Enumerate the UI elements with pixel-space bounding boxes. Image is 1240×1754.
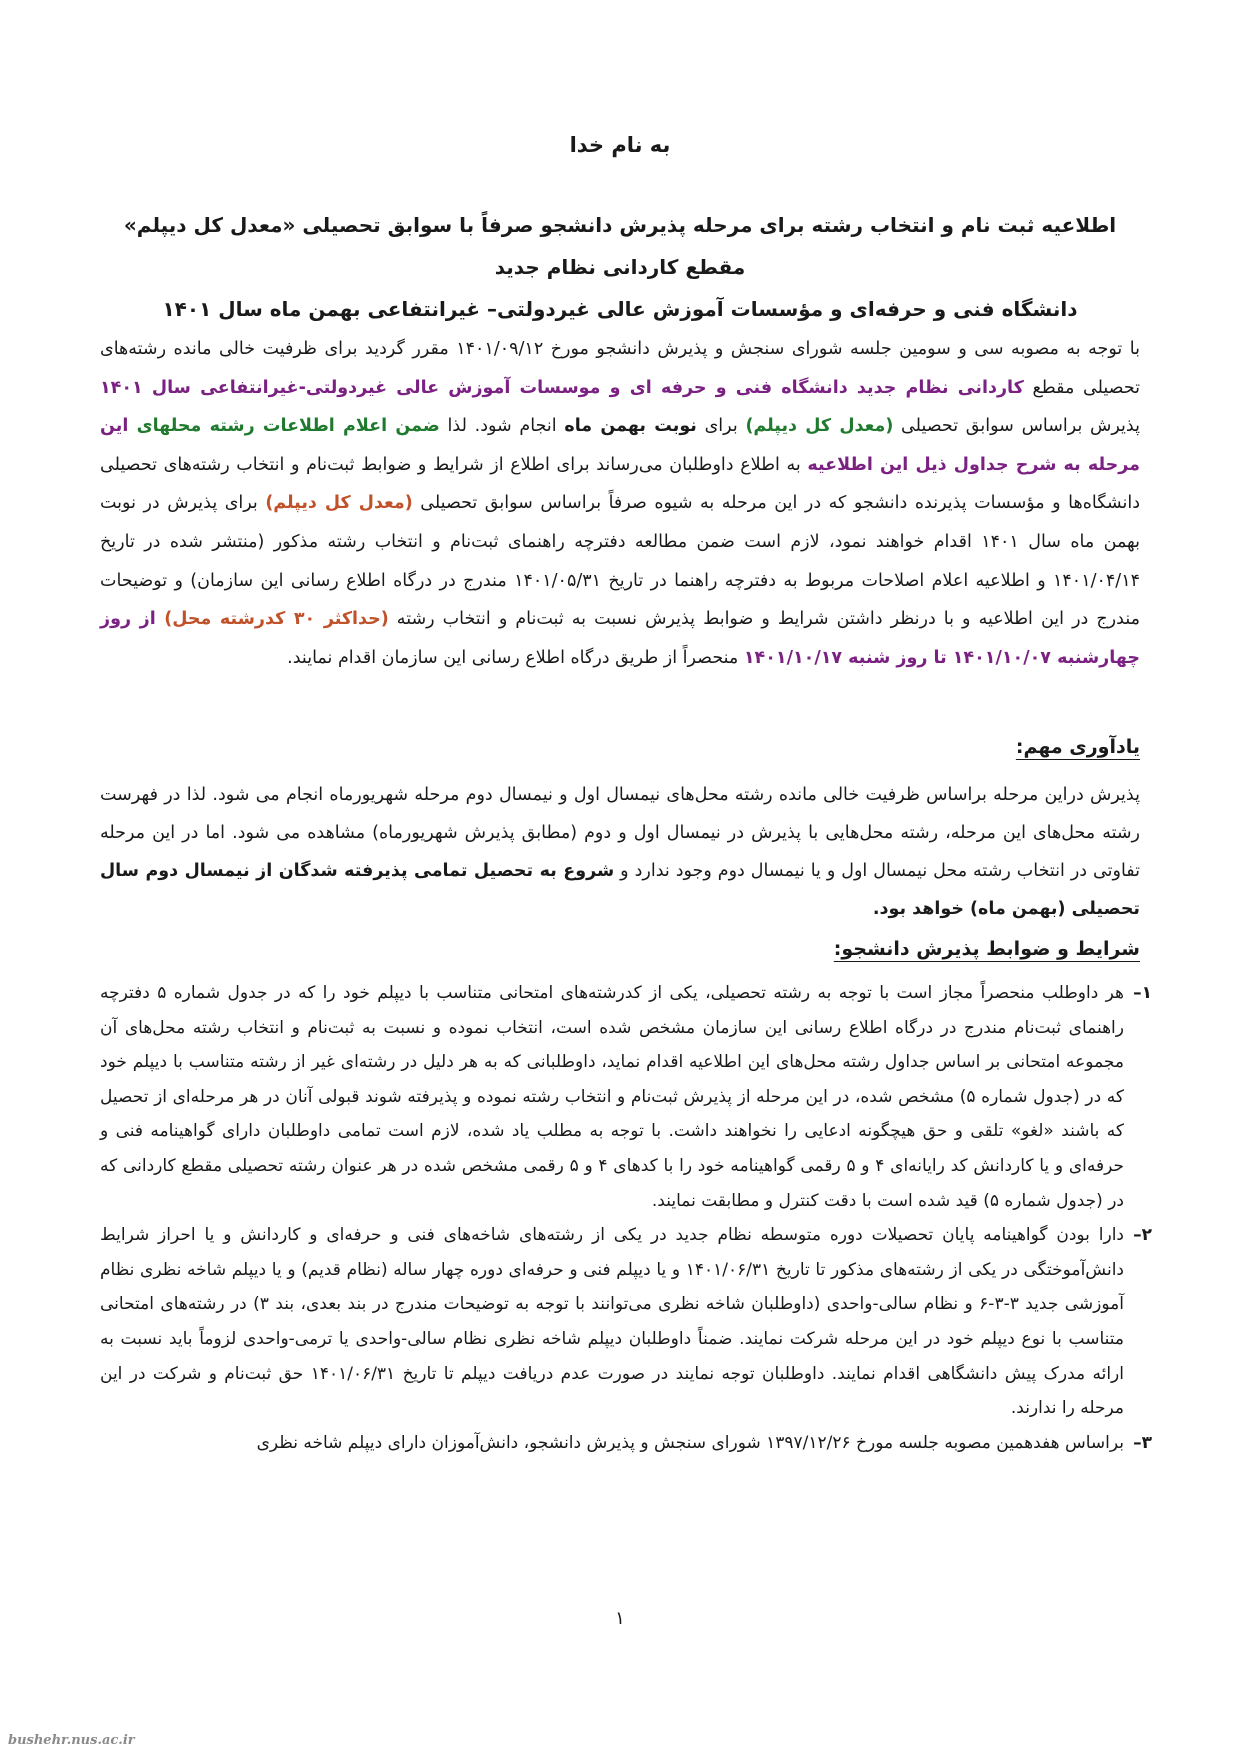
site-watermark: bushehr.nus.ac.ir — [8, 1733, 135, 1748]
list-item-text: هر داوطلب منحصراً مجاز است با توجه به رشته تحصیلی، یکی از کدرشته‌های امتحانی متناسب با دیپلم خود را که در جدول شماره ۵ دفترچه راهنمای ثبت‌نام مندرج در درگاه اطلاع رسانی این سازمان مشخص شده است، انتخاب نموده و نسبت به ثبت‌نام و انتخاب رشته محل‌های آن مجموعه امتحانی بر اساس جداول رشته محل‌های این اطلاعیه اقدام نماید، داوطلبانی که به هر دلیل در رشته‌ای غیر از رشته متناسب با دیپلم خود که در (جدول شماره ۵) مشخص شده، در این مرحله از پذیرش ثبت‌نام و انتخاب رشته نموده و پذیرفته شوند قبولی آنان در هر مرحله‌ای از تحصیل که باشند «لغو» تلقی و حق هیچگونه ادعایی را نخواهند داشت. با توجه به مطلب یاد شده، لازم است تمامی داوطلبان دارای گواهینامه فنی و حرفه‌ای و یا کاردانش کد رایانه‌ای ۴ و ۵ رقمی گواهینامه خود را با کدهای ۴ و ۵ رقمی مشخص شده در هر عنوان رشته تحصیلی مقطع کاردانی که در (جدول شماره ۵) قید شده است با دقت کنترل و مطابقت نمایند. — [100, 983, 1125, 1211]
intro-text-3: برای — [696, 416, 746, 437]
title-line-1: اطلاعیه ثبت نام و انتخاب رشته برای مرحله پذیرش دانشجو صرفاً با سوابق تحصیلی «معدل کل دیپلم» مقطع کاردانی نظام جدید — [123, 213, 1117, 279]
intro-highlight-program: کاردانی نظام جدید دانشگاه فنی و حرفه ای و موسسات آموزش عالی غیردولتی-غیرانتفاعی سال ۱۴۰۱ — [100, 377, 1024, 398]
intro-paragraph — [100, 330, 1140, 677]
reminder-heading: یادآوری مهم: — [1015, 736, 1140, 758]
list-item — [100, 976, 1152, 1218]
list-item-number: ۲– — [1133, 1225, 1152, 1246]
intro-highlight-tables: این مرحله به شرح جداول ذیل این اطلاعیه — [100, 416, 1140, 475]
list-item — [100, 1218, 1152, 1426]
intro-text-6: برای پذیرش در نوبت بهمن ماه سال ۱۴۰۱ اقدام خواهند نمود، لازم است ضمن مطالعه دفترچه راهنمای ثبت‌نام و انتخاب رشته مذکور (منتشر شده در تاریخ ۱۴۰۱/۰۴/۱۴ و اطلاعیه اعلام اصلاحات مربوط به دفترچه راهنما در تاریخ ۱۴۰۱/۰۵/۳۱ مندرج در درگاه اطلاع رسانی این سازمان) و توضیحات مندرج در این اطلاعیه و با درنظر داشتن شرایط و ضوابط پذیرش نسبت به ثبت‌نام و انتخاب رشته — [100, 493, 1140, 630]
list-item-text: براساس هفدهمین مصوبه جلسه مورخ ۱۳۹۷/۱۲/۲۶ شورای سنجش و پذیرش دانشجو، دانش‌آموزان دارای دیپلم شاخه نظری — [256, 1432, 1124, 1453]
intro-highlight-info: ضمن اعلام اطلاعات رشته محلهای — [136, 416, 440, 437]
reminder-text: پذیرش دراین مرحله براساس ظرفیت خالی مانده رشته محل‌های نیمسال اول و نیمسال دوم مرحله شهریورماه انجام می شود. لذا در فهرست رشته محل‌های این مرحله، رشته محل‌هایی با پذیرش در نیمسال اول و دوم (مطابق پذیرش شهریورماه) مشاهده می شود. اما در این مرحله تفاوتی در انتخاب رشته محل نیمسال اول و یا نیمسال دوم وجود ندارد و — [100, 785, 1141, 881]
intro-text-5: به اطلاع داوطلبان می‌رساند برای اطلاع از شرایط و ضوابط ثبت‌نام و انتخاب رشته‌های تحصیلی دانشگاه‌ها و مؤسسات پذیرنده دانشجو که در این مرحله به شیوه صرفاً براساس سوابق تحصیلی — [100, 454, 1141, 514]
reminder-bold-text: شروع به تحصیل تمامی پذیرفته شدگان از نیمسال دوم سال تحصیلی (بهمن ماه) خواهد بود. — [100, 861, 1140, 919]
list-item-number: ۱– — [1133, 983, 1152, 1003]
intro-text-7: منحصراً از طریق درگاه اطلاع رسانی این سازمان اقدام نمایند. — [287, 647, 744, 668]
basmala-header: به نام خدا — [569, 133, 671, 157]
intro-text-1: با توجه به مصوبه سی و سومین جلسه شورای سنجش و پذیرش دانشجو مورخ ۱۴۰۱/۰۹/۱۲ مقرر گردید برای ظرفیت خالی مانده رشته‌های تحصیلی مقطع — [100, 339, 1140, 398]
conditions-heading: شرایط و ضوابط پذیرش دانشجو: — [833, 938, 1140, 960]
title-line-2: دانشگاه فنی و حرفه‌ای و مؤسسات آموزش عالی غیردولتی– غیرانتفاعی بهمن ماه سال ۱۴۰۱ — [162, 297, 1078, 321]
reminder-paragraph — [100, 776, 1140, 928]
conditions-list — [100, 976, 1152, 1460]
list-item-text: دارا بودن گواهینامه پایان تحصیلات دوره متوسطه نظام جدید در یکی از رشته‌های شاخه‌های فنی و حرفه‌ای و کاردانش و یا احراز شرایط دانش‌آموختگی در یکی از رشته‌های مذکور تا تاریخ ۱۴۰۱/۰۶/۳۱ و یا دیپلم فنی و حرفه‌ای دوره چهار ساله (نظام قدیم) و یا دیپلم شاخه نظری نظام آموزشی جدید ۳-۳-۶ و نظام سالی-واحدی (داوطلبان شاخه نظری می‌توانند با توجه به توضیحات مندرج در بند بعدی، بند ۳) در رشته‌های امتحانی متناسب با نوع دیپلم خود در این مرحله شرکت نمایند. ضمناً داوطلبان دیپلم شاخه نظری نظام سالی-واحدی یا ترمی-واحدی لزوماً باید نسبت به ارائه مدرک پیش دانشگاهی اقدام نمایند. داوطلبان توجه نمایند در صورت عدم دریافت دیپلم تا تاریخ ۱۴۰۱/۰۶/۳۱ حق ثبت‌نام و شرکت در این مرحله را ندارند. — [100, 1225, 1124, 1419]
intro-highlight-gpa-2: (معدل کل دیپلم) — [265, 493, 413, 514]
intro-highlight-gpa: (معدل کل دیپلم) — [745, 416, 894, 437]
intro-highlight-max-choices: (حداکثر ۳۰ کدرشته محل) — [164, 609, 389, 630]
intro-text-4: انجام شود. لذا — [439, 416, 565, 437]
announcement-title — [100, 204, 1140, 330]
intro-highlight-term: نوبت بهمن ماه — [564, 416, 697, 437]
intro-text-2: پذیرش براساس سوابق تحصیلی — [893, 416, 1140, 437]
intro-highlight-dates: از روز چهارشنبه ۱۴۰۱/۱۰/۰۷ تا روز شنبه ۱۴۰۱/۱۰/۱۷ — [100, 609, 1140, 668]
page-number: ۱ — [615, 1608, 625, 1629]
list-item-number: ۳– — [1133, 1432, 1152, 1453]
list-item — [100, 1426, 1152, 1461]
